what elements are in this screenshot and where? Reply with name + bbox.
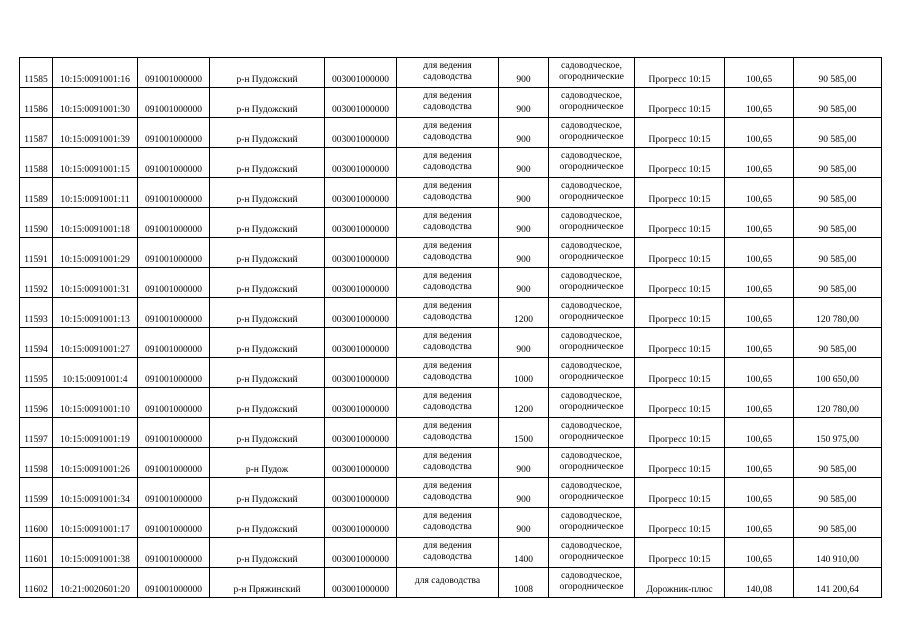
category-cell-line: садоводческое, <box>561 330 622 341</box>
district-cell: р-н Пряжинский <box>210 568 325 598</box>
table-body <box>20 58 882 598</box>
area-cell: 900 <box>499 508 549 538</box>
rate-cell: 100,65 <box>725 88 794 118</box>
category-cell <box>549 238 635 268</box>
area-cell: 1000 <box>499 358 549 388</box>
category-cell-line: огородническое <box>559 102 624 112</box>
partnership-cell: Прогресс 10:15 <box>635 118 725 148</box>
area-cell: 1400 <box>499 538 549 568</box>
category-cell-line: садоводческое, <box>561 300 622 311</box>
district-cell: р-н Пудожский <box>210 538 325 568</box>
row-number-cell: 11598 <box>20 448 53 478</box>
permitted-use-cell-line: садоводства <box>423 432 472 442</box>
permitted-use-cell-line: для ведения <box>423 450 472 461</box>
row-number-cell: 11595 <box>20 358 53 388</box>
okato-code-cell: 091001000000 <box>138 58 210 88</box>
permitted-use-cell <box>397 268 499 298</box>
cadastral-value-cell: 90 585,00 <box>794 208 882 238</box>
area-cell: 900 <box>499 58 549 88</box>
permitted-use-cell <box>397 418 499 448</box>
cadastral-value-cell: 90 585,00 <box>794 88 882 118</box>
cadastral-value-cell: 90 585,00 <box>794 178 882 208</box>
district-cell: р-н Пудожский <box>210 328 325 358</box>
permitted-use-cell <box>397 298 499 328</box>
rate-cell: 100,65 <box>725 508 794 538</box>
category-cell <box>549 178 635 208</box>
permitted-use-cell-line: садоводства <box>423 402 472 412</box>
cadastral-number-cell: 10:15:0091001:10 <box>53 388 138 418</box>
cadastral-number-cell: 10:15:0091001:16 <box>53 58 138 88</box>
permitted-use-cell-line: садоводства <box>423 222 472 232</box>
partnership-cell: Прогресс 10:15 <box>635 208 725 238</box>
okato-code-cell: 091001000000 <box>138 298 210 328</box>
code-cell: 003001000000 <box>325 448 397 478</box>
cadastral-number-cell: 10:15:0091001:30 <box>53 88 138 118</box>
cadastral-number-cell: 10:21:0020601:20 <box>53 568 138 598</box>
permitted-use-cell-line: садоводства <box>423 252 472 262</box>
permitted-use-cell <box>397 118 499 148</box>
permitted-use-cell-line: садоводства <box>423 492 472 502</box>
permitted-use-cell <box>397 58 499 88</box>
okato-code-cell: 091001000000 <box>138 358 210 388</box>
okato-code-cell: 091001000000 <box>138 388 210 418</box>
category-cell-line: огороднические <box>559 72 624 82</box>
okato-code-cell: 091001000000 <box>138 178 210 208</box>
okato-code-cell: 091001000000 <box>138 508 210 538</box>
permitted-use-cell-line: для ведения <box>423 90 472 101</box>
category-cell-line: садоводческое, <box>561 120 622 131</box>
rate-cell: 100,65 <box>725 388 794 418</box>
category-cell-line: огородническое <box>559 372 624 382</box>
cadastral-value-cell: 150 975,00 <box>794 418 882 448</box>
rate-cell: 100,65 <box>725 268 794 298</box>
rate-cell: 100,65 <box>725 418 794 448</box>
permitted-use-cell-line: садоводства <box>423 342 472 352</box>
partnership-cell: Прогресс 10:15 <box>635 298 725 328</box>
district-cell: р-н Пудожский <box>210 268 325 298</box>
rate-cell: 100,65 <box>725 118 794 148</box>
category-cell-line: огородническое <box>559 462 624 472</box>
cadastral-number-cell: 10:15:0091001:4 <box>53 358 138 388</box>
row-number-cell: 11599 <box>20 478 53 508</box>
partnership-cell: Прогресс 10:15 <box>635 238 725 268</box>
row-number-cell: 11591 <box>20 238 53 268</box>
category-cell-line: огородническое <box>559 282 624 292</box>
code-cell: 003001000000 <box>325 148 397 178</box>
category-cell <box>549 418 635 448</box>
category-cell-line: садоводческое, <box>561 570 622 581</box>
permitted-use-cell-line: садоводства <box>423 102 472 112</box>
table-row <box>20 58 882 88</box>
table-row <box>20 88 882 118</box>
category-cell-line: огородническое <box>559 402 624 412</box>
category-cell-line: садоводческое, <box>561 90 622 101</box>
cadastral-number-cell: 10:15:0091001:13 <box>53 298 138 328</box>
row-number-cell: 11588 <box>20 148 53 178</box>
cadastral-value-cell: 90 585,00 <box>794 448 882 478</box>
table-row <box>20 388 882 418</box>
area-cell: 1008 <box>499 568 549 598</box>
category-cell-line: огородническое <box>559 132 624 142</box>
code-cell: 003001000000 <box>325 508 397 538</box>
area-cell: 900 <box>499 178 549 208</box>
cadastral-value-cell: 90 585,00 <box>794 478 882 508</box>
okato-code-cell: 091001000000 <box>138 418 210 448</box>
table-row <box>20 238 882 268</box>
district-cell: р-н Пудожский <box>210 508 325 538</box>
category-cell <box>549 478 635 508</box>
okato-code-cell: 091001000000 <box>138 208 210 238</box>
okato-code-cell: 091001000000 <box>138 268 210 298</box>
permitted-use-cell-line: садоводства <box>423 462 472 472</box>
category-cell-line: огородническое <box>559 312 624 322</box>
category-cell <box>549 568 635 598</box>
permitted-use-cell <box>397 388 499 418</box>
rate-cell: 140,08 <box>725 568 794 598</box>
permitted-use-cell-line: садоводства <box>423 522 472 532</box>
row-number-cell: 11594 <box>20 328 53 358</box>
permitted-use-cell <box>397 328 499 358</box>
district-cell: р-н Пудожский <box>210 208 325 238</box>
cadastral-value-cell: 120 780,00 <box>794 388 882 418</box>
row-number-cell: 11602 <box>20 568 53 598</box>
category-cell-line: огородническое <box>559 582 624 592</box>
district-cell: р-н Пудожский <box>210 478 325 508</box>
rate-cell: 100,65 <box>725 328 794 358</box>
area-cell: 1200 <box>499 298 549 328</box>
category-cell-line: огородническое <box>559 342 624 352</box>
category-cell <box>549 118 635 148</box>
permitted-use-cell <box>397 238 499 268</box>
rate-cell: 100,65 <box>725 58 794 88</box>
cadastral-value-cell: 140 910,00 <box>794 538 882 568</box>
district-cell: р-н Пудожский <box>210 118 325 148</box>
rate-cell: 100,65 <box>725 238 794 268</box>
table-row <box>20 118 882 148</box>
cadastral-number-cell: 10:15:0091001:27 <box>53 328 138 358</box>
permitted-use-cell <box>397 88 499 118</box>
area-cell: 900 <box>499 268 549 298</box>
okato-code-cell: 091001000000 <box>138 328 210 358</box>
permitted-use-cell-line: для ведения <box>423 390 472 401</box>
row-number-cell: 11601 <box>20 538 53 568</box>
cadastral-number-cell: 10:15:0091001:19 <box>53 418 138 448</box>
district-cell: р-н Пудожский <box>210 298 325 328</box>
area-cell: 900 <box>499 448 549 478</box>
permitted-use-cell <box>397 538 499 568</box>
table-row <box>20 268 882 298</box>
permitted-use-cell-line: садоводства <box>423 552 472 562</box>
partnership-cell: Прогресс 10:15 <box>635 178 725 208</box>
row-number-cell: 11600 <box>20 508 53 538</box>
category-cell-line: садоводческое, <box>561 510 622 521</box>
code-cell: 003001000000 <box>325 358 397 388</box>
area-cell: 900 <box>499 238 549 268</box>
row-number-cell: 11586 <box>20 88 53 118</box>
category-cell <box>549 538 635 568</box>
cadastral-number-cell: 10:15:0091001:38 <box>53 538 138 568</box>
cadastral-value-cell: 90 585,00 <box>794 238 882 268</box>
row-number-cell: 11592 <box>20 268 53 298</box>
okato-code-cell: 091001000000 <box>138 118 210 148</box>
area-cell: 900 <box>499 208 549 238</box>
cadastral-value-cell: 90 585,00 <box>794 118 882 148</box>
category-cell <box>549 328 635 358</box>
area-cell: 900 <box>499 118 549 148</box>
permitted-use-cell-line: садоводства <box>423 312 472 322</box>
permitted-use-cell <box>397 478 499 508</box>
rate-cell: 100,65 <box>725 538 794 568</box>
permitted-use-cell-line: садоводства <box>423 162 472 172</box>
category-cell-line: огородническое <box>559 522 624 532</box>
area-cell: 1500 <box>499 418 549 448</box>
district-cell: р-н Пудожский <box>210 58 325 88</box>
area-cell: 1200 <box>499 388 549 418</box>
table-row <box>20 478 882 508</box>
code-cell: 003001000000 <box>325 538 397 568</box>
table-row <box>20 328 882 358</box>
category-cell <box>549 298 635 328</box>
permitted-use-cell-line: садоводства <box>423 72 472 82</box>
permitted-use-cell-line: для ведения <box>423 540 472 551</box>
category-cell <box>549 268 635 298</box>
category-cell-line: огородническое <box>559 222 624 232</box>
cadastral-number-cell: 10:15:0091001:26 <box>53 448 138 478</box>
permitted-use-cell-line: для ведения <box>423 210 472 221</box>
table-row <box>20 508 882 538</box>
permitted-use-cell <box>397 358 499 388</box>
table-row <box>20 208 882 238</box>
table-row <box>20 358 882 388</box>
code-cell: 003001000000 <box>325 208 397 238</box>
okato-code-cell: 091001000000 <box>138 148 210 178</box>
area-cell: 900 <box>499 328 549 358</box>
partnership-cell: Дорожник-плюс <box>635 568 725 598</box>
category-cell <box>549 388 635 418</box>
cadastral-value-cell: 120 780,00 <box>794 298 882 328</box>
code-cell: 003001000000 <box>325 328 397 358</box>
permitted-use-cell-line: для ведения <box>423 360 472 371</box>
permitted-use-cell-line: садоводства <box>423 372 472 382</box>
partnership-cell: Прогресс 10:15 <box>635 148 725 178</box>
partnership-cell: Прогресс 10:15 <box>635 508 725 538</box>
permitted-use-cell-line: для ведения <box>423 330 472 341</box>
permitted-use-cell-line: для ведения <box>423 510 472 521</box>
table-row <box>20 538 882 568</box>
okato-code-cell: 091001000000 <box>138 538 210 568</box>
permitted-use-cell-line: для садоводства <box>414 576 481 587</box>
code-cell: 003001000000 <box>325 178 397 208</box>
cadastral-number-cell: 10:15:0091001:18 <box>53 208 138 238</box>
cadastral-value-cell: 90 585,00 <box>794 268 882 298</box>
category-cell-line: садоводческое, <box>561 420 622 431</box>
cadastral-value-cell: 90 585,00 <box>794 328 882 358</box>
category-cell-line: огородническое <box>559 252 624 262</box>
row-number-cell: 11596 <box>20 388 53 418</box>
code-cell: 003001000000 <box>325 418 397 448</box>
row-number-cell: 11589 <box>20 178 53 208</box>
cadastral-value-cell: 90 585,00 <box>794 58 882 88</box>
category-cell-line: огородническое <box>559 432 624 442</box>
row-number-cell: 11593 <box>20 298 53 328</box>
partnership-cell: Прогресс 10:15 <box>635 388 725 418</box>
partnership-cell: Прогресс 10:15 <box>635 88 725 118</box>
permitted-use-cell-line: для ведения <box>423 480 472 491</box>
permitted-use-cell <box>397 508 499 538</box>
partnership-cell: Прогресс 10:15 <box>635 58 725 88</box>
permitted-use-cell <box>397 568 499 598</box>
table-row <box>20 568 882 598</box>
district-cell: р-н Пудожский <box>210 388 325 418</box>
category-cell-line: садоводческое, <box>561 390 622 401</box>
cadastral-number-cell: 10:15:0091001:34 <box>53 478 138 508</box>
rate-cell: 100,65 <box>725 298 794 328</box>
district-cell: р-н Пудожский <box>210 148 325 178</box>
permitted-use-cell <box>397 448 499 478</box>
area-cell: 900 <box>499 88 549 118</box>
area-cell: 900 <box>499 478 549 508</box>
category-cell-line: садоводческое, <box>561 360 622 371</box>
permitted-use-cell-line: для ведения <box>423 180 472 191</box>
permitted-use-cell-line: садоводства <box>423 132 472 142</box>
permitted-use-cell-line: для ведения <box>423 150 472 161</box>
district-cell: р-н Пудожский <box>210 178 325 208</box>
partnership-cell: Прогресс 10:15 <box>635 268 725 298</box>
category-cell <box>549 88 635 118</box>
category-cell-line: садоводческое, <box>561 60 622 71</box>
permitted-use-cell-line: садоводства <box>423 192 472 202</box>
partnership-cell: Прогресс 10:15 <box>635 448 725 478</box>
rate-cell: 100,65 <box>725 448 794 478</box>
district-cell: р-н Пудожский <box>210 238 325 268</box>
rate-cell: 100,65 <box>725 208 794 238</box>
category-cell-line: огородническое <box>559 192 624 202</box>
cadastral-number-cell: 10:15:0091001:31 <box>53 268 138 298</box>
cadastral-number-cell: 10:15:0091001:29 <box>53 238 138 268</box>
permitted-use-cell <box>397 148 499 178</box>
table-row <box>20 148 882 178</box>
row-number-cell: 11597 <box>20 418 53 448</box>
cadastral-value-cell: 141 200,64 <box>794 568 882 598</box>
permitted-use-cell-line: для ведения <box>423 240 472 251</box>
permitted-use-cell-line: для ведения <box>423 120 472 131</box>
permitted-use-cell <box>397 178 499 208</box>
partnership-cell: Прогресс 10:15 <box>635 478 725 508</box>
row-number-cell: 11585 <box>20 58 53 88</box>
code-cell: 003001000000 <box>325 238 397 268</box>
row-number-cell: 11587 <box>20 118 53 148</box>
okato-code-cell: 091001000000 <box>138 478 210 508</box>
code-cell: 003001000000 <box>325 478 397 508</box>
land-register-table <box>19 57 882 598</box>
cadastral-number-cell: 10:15:0091001:17 <box>53 508 138 538</box>
permitted-use-cell-line: для ведения <box>423 420 472 431</box>
permitted-use-cell <box>397 208 499 238</box>
category-cell-line: садоводческое, <box>561 240 622 251</box>
category-cell-line: садоводческое, <box>561 540 622 551</box>
area-cell: 900 <box>499 148 549 178</box>
table-row <box>20 298 882 328</box>
table-row <box>20 178 882 208</box>
cadastral-value-cell: 100 650,00 <box>794 358 882 388</box>
district-cell: р-н Пудожский <box>210 88 325 118</box>
cadastral-value-cell: 90 585,00 <box>794 508 882 538</box>
permitted-use-cell-line: для ведения <box>423 300 472 311</box>
category-cell-line: садоводческое, <box>561 450 622 461</box>
category-cell <box>549 508 635 538</box>
okato-code-cell: 091001000000 <box>138 88 210 118</box>
partnership-cell: Прогресс 10:15 <box>635 358 725 388</box>
category-cell <box>549 208 635 238</box>
district-cell: р-н Пудожский <box>210 358 325 388</box>
cadastral-number-cell: 10:15:0091001:15 <box>53 148 138 178</box>
category-cell-line: садоводческое, <box>561 210 622 221</box>
partnership-cell: Прогресс 10:15 <box>635 538 725 568</box>
category-cell <box>549 358 635 388</box>
partnership-cell: Прогресс 10:15 <box>635 328 725 358</box>
code-cell: 003001000000 <box>325 388 397 418</box>
table-row <box>20 418 882 448</box>
cadastral-value-cell: 90 585,00 <box>794 148 882 178</box>
category-cell-line: садоводческое, <box>561 480 622 491</box>
category-cell <box>549 148 635 178</box>
permitted-use-cell-line: для ведения <box>423 270 472 281</box>
code-cell: 003001000000 <box>325 88 397 118</box>
category-cell-line: садоводческое, <box>561 270 622 281</box>
rate-cell: 100,65 <box>725 178 794 208</box>
category-cell <box>549 58 635 88</box>
category-cell-line: огородническое <box>559 492 624 502</box>
rate-cell: 100,65 <box>725 358 794 388</box>
table-row <box>20 448 882 478</box>
rate-cell: 100,65 <box>725 478 794 508</box>
code-cell: 003001000000 <box>325 568 397 598</box>
permitted-use-cell-line: для ведения <box>423 60 472 71</box>
code-cell: 003001000000 <box>325 298 397 328</box>
code-cell: 003001000000 <box>325 118 397 148</box>
row-number-cell: 11590 <box>20 208 53 238</box>
district-cell: р-н Пудожский <box>210 418 325 448</box>
partnership-cell: Прогресс 10:15 <box>635 418 725 448</box>
okato-code-cell: 091001000000 <box>138 568 210 598</box>
category-cell-line: огородническое <box>559 552 624 562</box>
code-cell: 003001000000 <box>325 268 397 298</box>
cadastral-number-cell: 10:15:0091001:11 <box>53 178 138 208</box>
district-cell: р-н Пудож <box>210 448 325 478</box>
category-cell-line: огородническое <box>559 162 624 172</box>
code-cell: 003001000000 <box>325 58 397 88</box>
okato-code-cell: 091001000000 <box>138 448 210 478</box>
category-cell-line: садоводческое, <box>561 150 622 161</box>
permitted-use-cell-line: садоводства <box>423 282 472 292</box>
cadastral-number-cell: 10:15:0091001:39 <box>53 118 138 148</box>
okato-code-cell: 091001000000 <box>138 238 210 268</box>
category-cell-line: садоводческое, <box>561 180 622 191</box>
rate-cell: 100,65 <box>725 148 794 178</box>
category-cell <box>549 448 635 478</box>
